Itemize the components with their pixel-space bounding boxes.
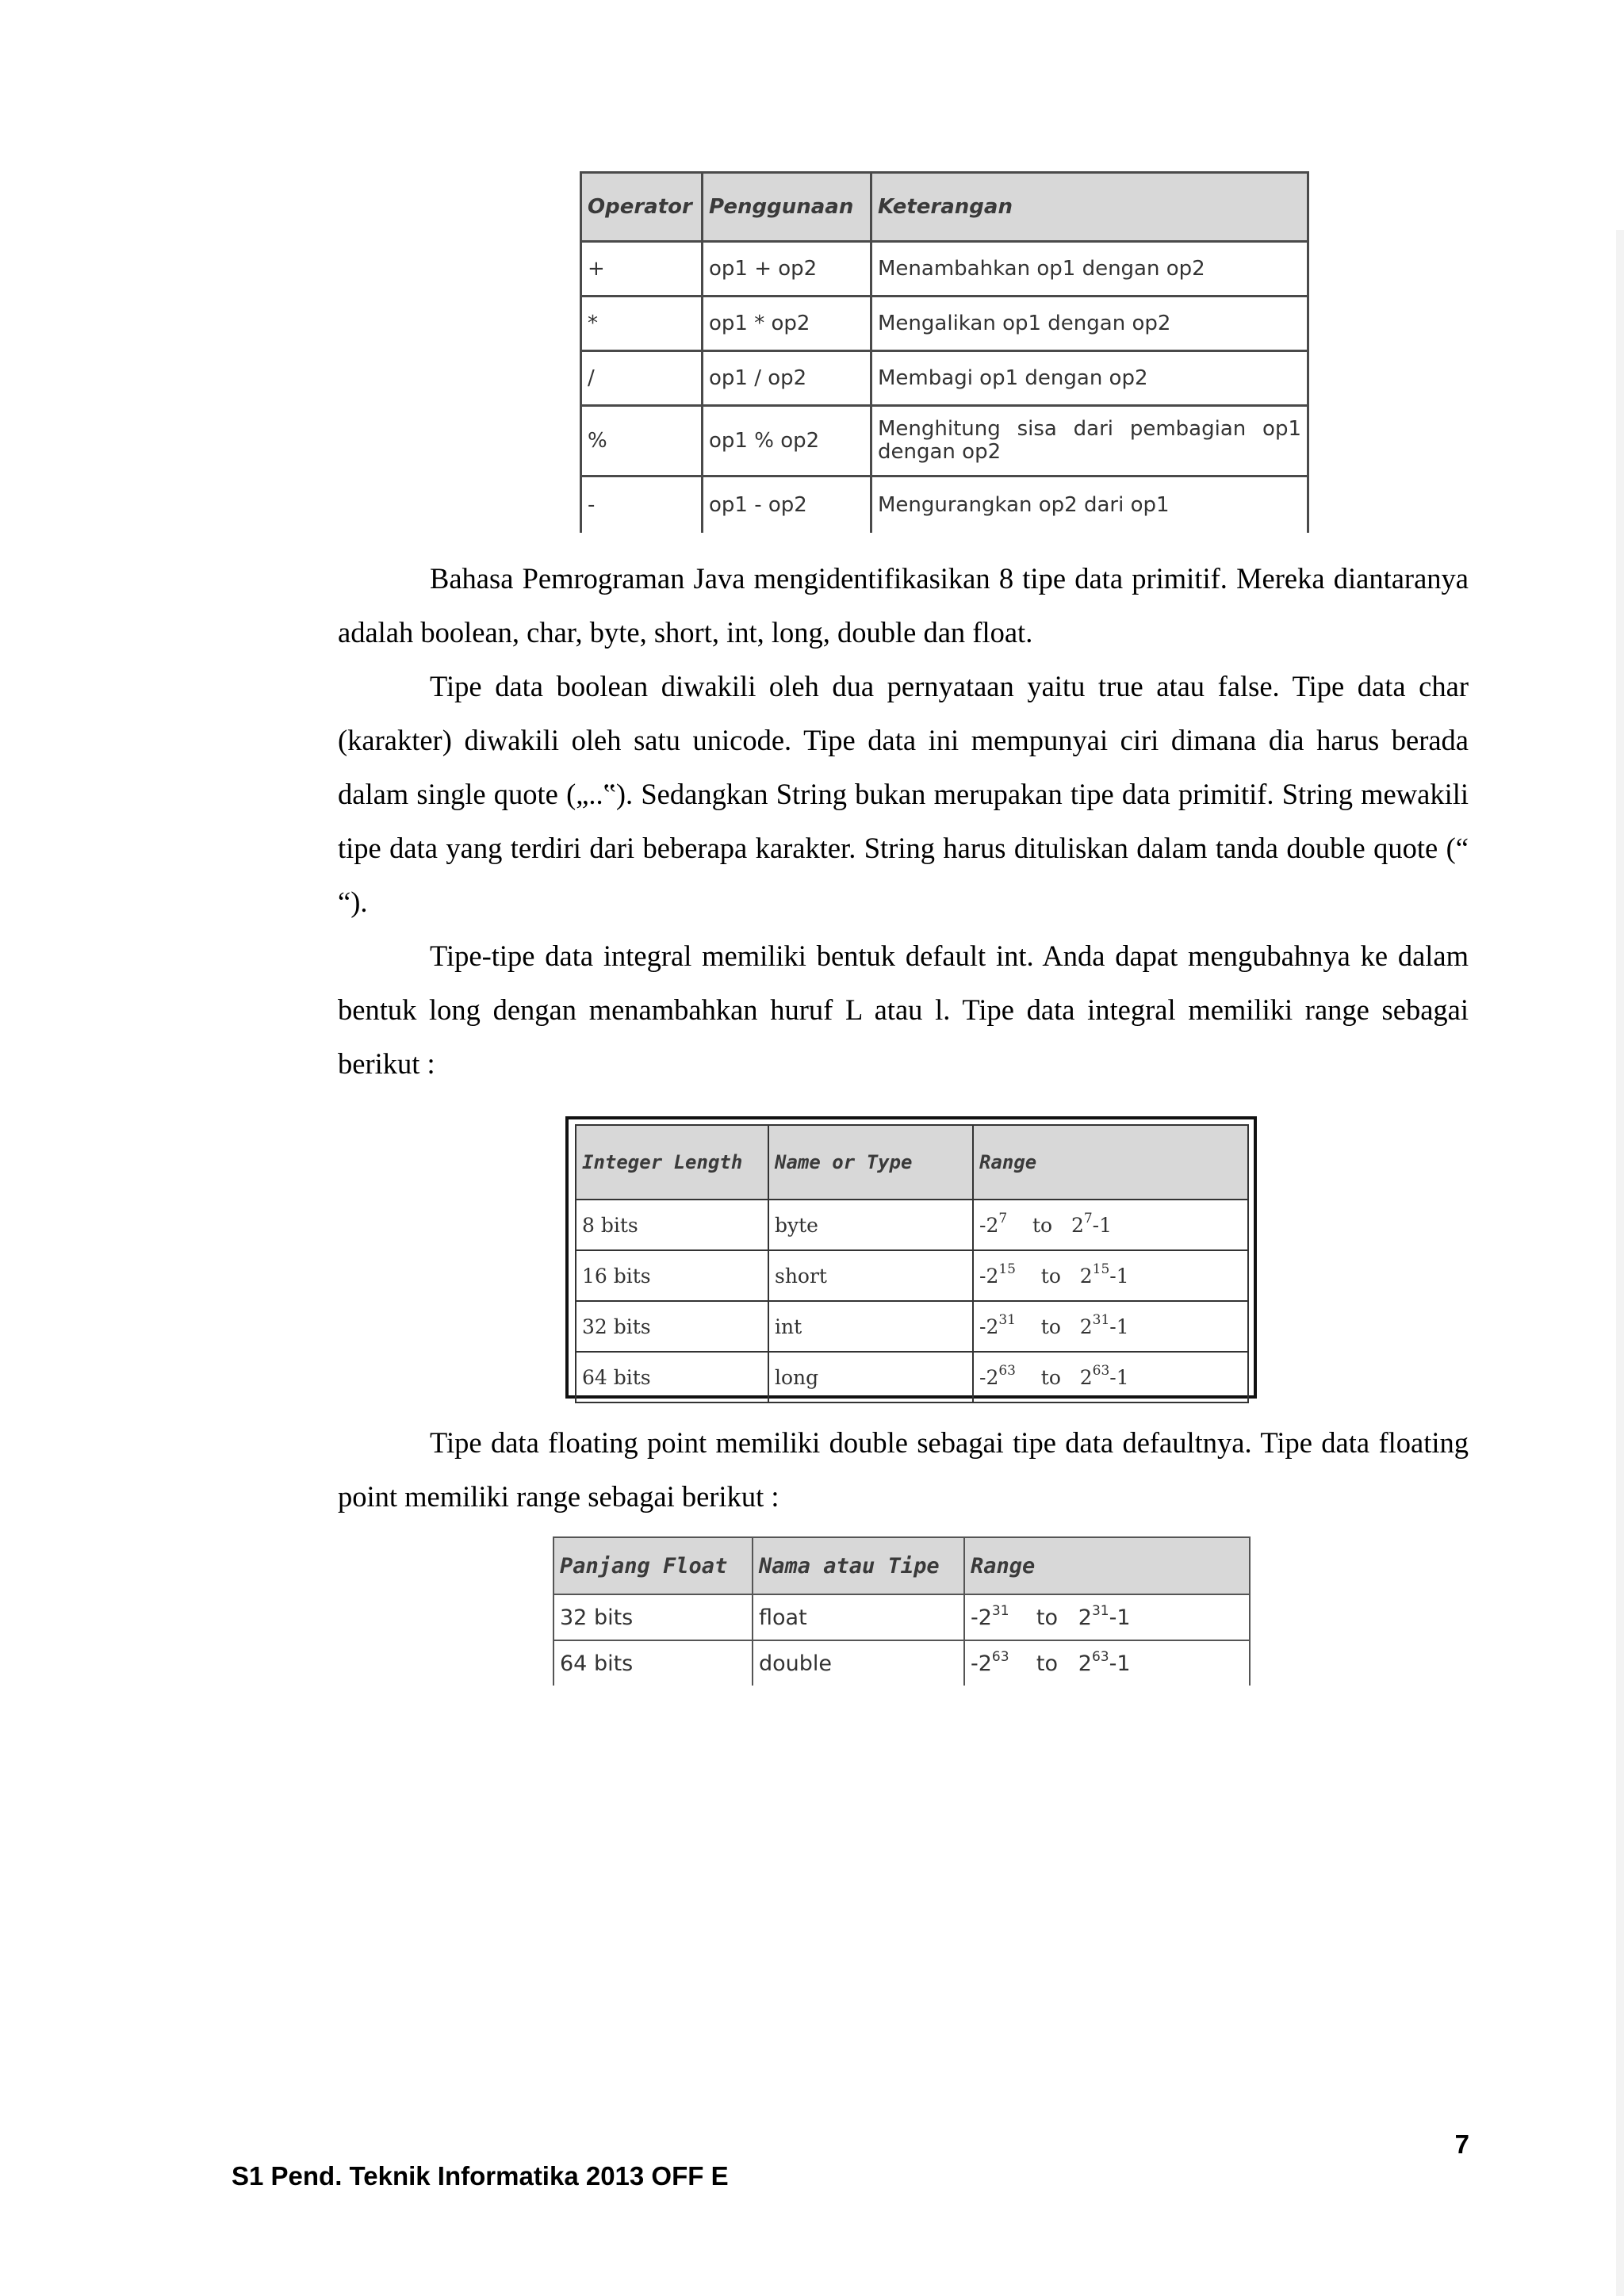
- header-name-or-type: Name or Type: [768, 1125, 973, 1200]
- operator-cell: %: [581, 406, 703, 476]
- type-cell: long: [768, 1352, 973, 1402]
- header-operator: Operator: [581, 173, 703, 242]
- float-range-table: [553, 1536, 1251, 1686]
- table-header-row: [581, 173, 1308, 242]
- table-row: [581, 476, 1308, 534]
- paragraph-primitive-types: Bahasa Pemrograman Java mengidentifikasikan 8 tipe data primitif. Mereka diantaranya adalah boolean, char, byte, short, int, long, double dan float.: [338, 562, 1469, 649]
- usage-cell: op1 % op2: [703, 406, 871, 476]
- header-panjang-float: Panjang Float: [553, 1537, 753, 1594]
- table-row: [576, 1352, 1248, 1402]
- range-cell: $-2^{31}$ to $2^{31}-1$: [973, 1301, 1248, 1352]
- usage-cell: op1 * op2: [703, 297, 871, 351]
- table-row: [553, 1594, 1250, 1640]
- table-row: [553, 1640, 1250, 1686]
- header-range: Range: [973, 1125, 1248, 1200]
- page-number: 7: [1454, 2130, 1469, 2159]
- description-cell: Mengalikan op1 dengan op2: [871, 297, 1308, 351]
- usage-cell: op1 / op2: [703, 351, 871, 406]
- length-cell: 64 bits: [553, 1640, 753, 1686]
- operator-cell: *: [581, 297, 703, 351]
- table-row: [581, 297, 1308, 351]
- length-cell: 16 bits: [576, 1250, 768, 1301]
- range-cell: $-2^{63}$ to $2^{63}-1$: [964, 1640, 1250, 1686]
- table-row: [581, 406, 1308, 476]
- header-integer-length: Integer Length: [576, 1125, 768, 1200]
- description-cell: Menghitung sisa dari pembagian op1 dengan op2: [871, 406, 1308, 476]
- operator-table: [580, 171, 1309, 533]
- type-cell: double: [753, 1640, 964, 1686]
- length-cell: 64 bits: [576, 1352, 768, 1402]
- usage-cell: op1 - op2: [703, 476, 871, 534]
- operator-cell: +: [581, 242, 703, 297]
- paragraph-floating-point: Tipe data floating point memiliki double sebagai tipe data defaultnya. Tipe data floating point memiliki range sebagai berikut :: [338, 1426, 1469, 1513]
- integer-range-table: [575, 1124, 1249, 1403]
- type-cell: byte: [768, 1200, 973, 1250]
- table-row: [576, 1250, 1248, 1301]
- description-cell: Menambahkan op1 dengan op2: [871, 242, 1308, 297]
- paragraph-boolean-char: Tipe data boolean diwakili oleh dua pernyataan yaitu true atau false. Tipe data char (karakter) diwakili oleh satu unicode. Tipe data ini mempunyai ciri dimana dia harus berada dalam single quote („..‟). Sedangkan String bukan merupakan tipe data primitif. String mewakili tipe data yang terdiri dari beberapa karakter. String harus dituliskan dalam tanda double quote (“ “).: [338, 670, 1469, 918]
- usage-cell: op1 + op2: [703, 242, 871, 297]
- table-row: [581, 242, 1308, 297]
- table-row: [576, 1301, 1248, 1352]
- header-keterangan: Keterangan: [871, 173, 1308, 242]
- range-cell: $-2^{63}$ to $2^{63}-1$: [973, 1352, 1248, 1402]
- operator-cell: -: [581, 476, 703, 534]
- page-footer: S1 Pend. Teknik Informatika 2013 OFF E: [232, 2161, 729, 2191]
- header-penggunaan: Penggunaan: [703, 173, 871, 242]
- type-cell: float: [753, 1594, 964, 1640]
- range-cell: $-2^7$ to $2^7-1$: [973, 1200, 1248, 1250]
- header-range: Range: [964, 1537, 1250, 1594]
- description-cell: Membagi op1 dengan op2: [871, 351, 1308, 406]
- length-cell: 32 bits: [576, 1301, 768, 1352]
- type-cell: int: [768, 1301, 973, 1352]
- header-nama-atau-tipe: Nama atau Tipe: [753, 1537, 964, 1594]
- length-cell: 32 bits: [553, 1594, 753, 1640]
- type-cell: short: [768, 1250, 973, 1301]
- page-edge-shadow: [1616, 230, 1624, 2296]
- table-row: [581, 351, 1308, 406]
- table-row: [576, 1200, 1248, 1250]
- description-cell: Mengurangkan op2 dari op1: [871, 476, 1308, 534]
- table-header-row: [553, 1537, 1250, 1594]
- paragraph-integral-types: Tipe-tipe data integral memiliki bentuk default int. Anda dapat mengubahnya ke dalam bentuk long dengan menambahkan huruf L atau l. Tipe data integral memiliki range sebagai berikut :: [338, 939, 1469, 1080]
- range-cell: $-2^{31}$ to $2^{31}-1$: [964, 1594, 1250, 1640]
- length-cell: 8 bits: [576, 1200, 768, 1250]
- range-cell: $-2^{15}$ to $2^{15}-1$: [973, 1250, 1248, 1301]
- operator-cell: /: [581, 351, 703, 406]
- table-header-row: [576, 1125, 1248, 1200]
